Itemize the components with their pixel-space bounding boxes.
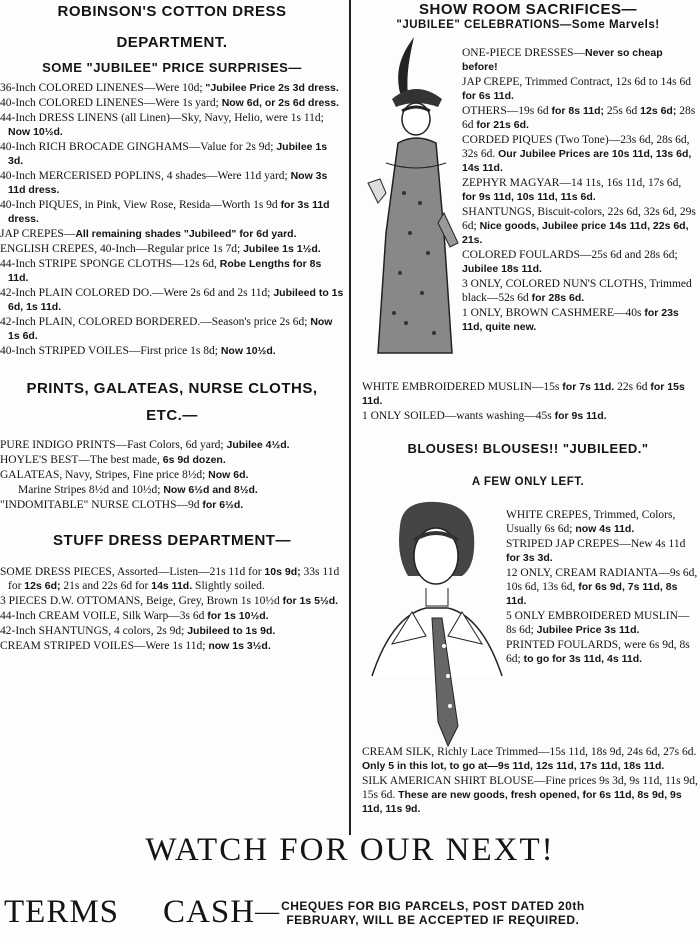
stuff-list bbox=[0, 565, 344, 653]
list-item: 12 ONLY, CREAM RADIANTA—9s 6d, 10s 6d, 13s 6d, for 6s 9d, 7s 11d, 8s 11d. bbox=[506, 567, 698, 607]
list-item: Marine Stripes 8½d and 10½d; Now 6½d and 8½d. bbox=[18, 484, 258, 496]
muslin-list bbox=[362, 380, 698, 424]
list-item: 44-Inch STRIPE SPONGE CLOTHS—12s 6d, Robe Lengths for 8s 11d. bbox=[0, 258, 322, 284]
left-column bbox=[0, 0, 344, 654]
list-item: 42-Inch SHANTUNGS, 4 colors, 2s 9d; Jubileed to 1s 9d. bbox=[0, 625, 276, 637]
terms-word: TERMS bbox=[4, 894, 120, 930]
dash-glyph: — bbox=[255, 899, 280, 925]
list-item: STRIPED JAP CREPES—New 4s 11d for 3s 3d. bbox=[506, 538, 686, 564]
list-item: SOME DRESS PIECES, Assorted—Listen—21s 11d for 10s 9d; 33s 11d for 12s 6d; 21s and 22s 6d for 14s 11d. Slightly soiled. bbox=[0, 566, 340, 592]
list-item: 44-Inch DRESS LINENS (all Linen)—Sky, Navy, Helio, were 1s 11d; Now 10½d. bbox=[0, 112, 324, 138]
celebrations-subheading: "JUBILEE" CELEBRATIONS—Some Marvels! bbox=[396, 19, 660, 31]
list-item: OTHERS—19s 6d for 8s 11d; 25s 6d 12s 6d; 28s 6d for 21s 6d. bbox=[462, 105, 696, 131]
list-item: JAP CREPES—All remaining shades "Jubileed" for 6d yard. bbox=[0, 228, 297, 240]
cheques-note-line2: FEBRUARY, WILL BE ACCEPTED IF REQUIRED. bbox=[286, 912, 580, 927]
dept-title-2: DEPARTMENT. bbox=[116, 34, 228, 51]
list-item: 1 ONLY SOILED—wants washing—45s for 9s 11d. bbox=[362, 410, 607, 422]
list-item: ONE-PIECE DRESSES—Never so cheap before! bbox=[462, 47, 663, 73]
list-item: 40-Inch STRIPED VOILES—First price 1s 8d; Now 10½d. bbox=[0, 345, 276, 357]
lady-blouse-illustration bbox=[362, 496, 512, 756]
column-divider bbox=[349, 0, 351, 835]
list-item: ENGLISH CREPES, 40-Inch—Regular price 1s 7d; Jubilee 1s 1½d. bbox=[0, 243, 321, 255]
list-item: WHITE EMBROIDERED MUSLIN—15s for 7s 11d. 22s 6d for 15s 11d. bbox=[362, 381, 685, 407]
cheques-note-line1: CHEQUES FOR BIG PARCELS, POST DATED 20th bbox=[281, 898, 585, 913]
list-item: 42-Inch PLAIN COLORED DO.—Were 2s 6d and 2s 11d; Jubileed to 1s 6d, 1s 11d. bbox=[0, 287, 344, 313]
list-item: WHITE CREPES, Trimmed, Colors, Usually 6s 6d; now 4s 11d. bbox=[506, 509, 676, 535]
blouses-heading: BLOUSES! BLOUSES!! "JUBILEED." bbox=[407, 441, 649, 456]
list-item: HOYLE'S BEST—The best made, 6s 9d dozen. bbox=[0, 454, 226, 466]
cheques-note bbox=[281, 899, 585, 927]
list-item: CREAM STRIPED VOILES—Were 1s 11d; now 1s 3½d. bbox=[0, 640, 271, 652]
list-item: 40-Inch PIQUES, in Pink, View Rose, Resida—Worth 1s 9d for 3s 11d dress. bbox=[0, 199, 330, 225]
list-item: 42-Inch PLAIN, COLORED BORDERED.—Season's price 2s 6d; Now 1s 6d. bbox=[0, 316, 333, 342]
silk-list bbox=[362, 745, 698, 817]
dresses-list bbox=[462, 46, 698, 335]
list-item: CREAM SILK, Richly Lace Trimmed—15s 11d, 18s 9d, 24s 6d, 27s 6d. Only 5 in this lot, to go at—9s 11d, 12s 11d, 17s 11d, 18s 11d. bbox=[362, 746, 697, 772]
list-item: 44-Inch CREAM VOILE, Silk Warp—3s 6d for 1s 10½d. bbox=[0, 610, 269, 622]
price-surprises-heading: SOME "JUBILEE" PRICE SURPRISES— bbox=[42, 60, 302, 75]
list-item: GALATEAS, Navy, Stripes, Fine price 8½d; Now 6d. bbox=[0, 469, 249, 481]
cash-word: CASH bbox=[163, 894, 256, 930]
list-item: COLORED FOULARDS—25s 6d and 28s 6d; Jubilee 18s 11d. bbox=[462, 249, 678, 275]
list-item: SHANTUNGS, Biscuit-colors, 22s 6d, 32s 6d, 29s 6d; Nice goods, Jubilee price 14s 11d, 22s 6d, 21s. bbox=[462, 206, 696, 246]
dept-title: ROBINSON'S COTTON DRESS bbox=[57, 3, 287, 20]
list-item: 36-Inch COLORED LINENES—Were 10d; "Jubilee Price 2s 3d dress. bbox=[0, 82, 339, 94]
terms-banner bbox=[4, 894, 700, 931]
list-item: JAP CREPE, Trimmed Contract, 12s 6d to 14s 6d for 6s 11d. bbox=[462, 76, 691, 102]
list-item: ZEPHYR MAGYAR—14 11s, 16s 11d, 17s 6d, for 9s 11d, 10s 11d, 11s 6d. bbox=[462, 177, 682, 203]
list-item: CORDED PIQUES (Two Tone)—23s 6d, 28s 6d, 32s 6d. Our Jubilee Prices are 10s 11d, 13s 6d, 14s 11d. bbox=[462, 134, 692, 174]
watch-banner: WATCH FOR OUR NEXT! bbox=[145, 832, 555, 868]
few-left-subheading: A FEW ONLY LEFT. bbox=[471, 476, 585, 488]
list-item: SILK AMERICAN SHIRT BLOUSE—Fine prices 9s 3d, 9s 11d, 11s 9d, 15s 6d. These are new goods, fresh opened, for 6s 11d, 8s 9d, 9s 11d, 11s 9d. bbox=[362, 775, 698, 815]
right-column bbox=[356, 0, 700, 815]
list-item: 40-Inch COLORED LINENES—Were 1s yard; Now 6d, or 2s 6d dress. bbox=[0, 97, 339, 109]
list-item: 1 ONLY, BROWN CASHMERE—40s for 23s 11d, quite new. bbox=[462, 307, 679, 333]
list-item: PURE INDIGO PRINTS—Fast Colors, 6d yard; Jubilee 4½d. bbox=[0, 439, 290, 451]
list-item: 40-Inch MERCERISED POPLINS, 4 shades—Were 11d yard; Now 3s 11d dress. bbox=[0, 170, 328, 196]
prints-list bbox=[0, 438, 344, 512]
list-item: 3 ONLY, COLORED NUN'S CLOTHS, Trimmed black—52s 6d for 28s 6d. bbox=[462, 278, 692, 304]
blouses-list bbox=[506, 508, 698, 667]
lady-dress-illustration bbox=[364, 33, 464, 368]
list-item: 5 ONLY EMBROIDERED MUSLIN—8s 6d; Jubilee Price 3s 11d. bbox=[506, 610, 690, 636]
list-item: 40-Inch RICH BROCADE GINGHAMS—Value for 2s 9d; Jubilee 1s 3d. bbox=[0, 141, 328, 167]
prints-heading-2: ETC.— bbox=[146, 407, 198, 424]
show-room-heading: SHOW ROOM SACRIFICES— bbox=[418, 1, 637, 18]
list-item: 3 PIECES D.W. OTTOMANS, Beige, Grey, Brown 1s 10½d for 1s 5½d. bbox=[0, 595, 339, 607]
stuff-dress-heading: STUFF DRESS DEPARTMENT— bbox=[53, 532, 291, 549]
cotton-list bbox=[0, 81, 344, 358]
prints-heading: PRINTS, GALATEAS, NURSE CLOTHS, bbox=[26, 380, 318, 397]
list-item: "INDOMITABLE" NURSE CLOTHS—9d for 6½d. bbox=[0, 499, 244, 511]
list-item: PRINTED FOULARDS, were 6s 9d, 8s 6d; to go for 3s 11d, 4s 11d. bbox=[506, 639, 690, 665]
